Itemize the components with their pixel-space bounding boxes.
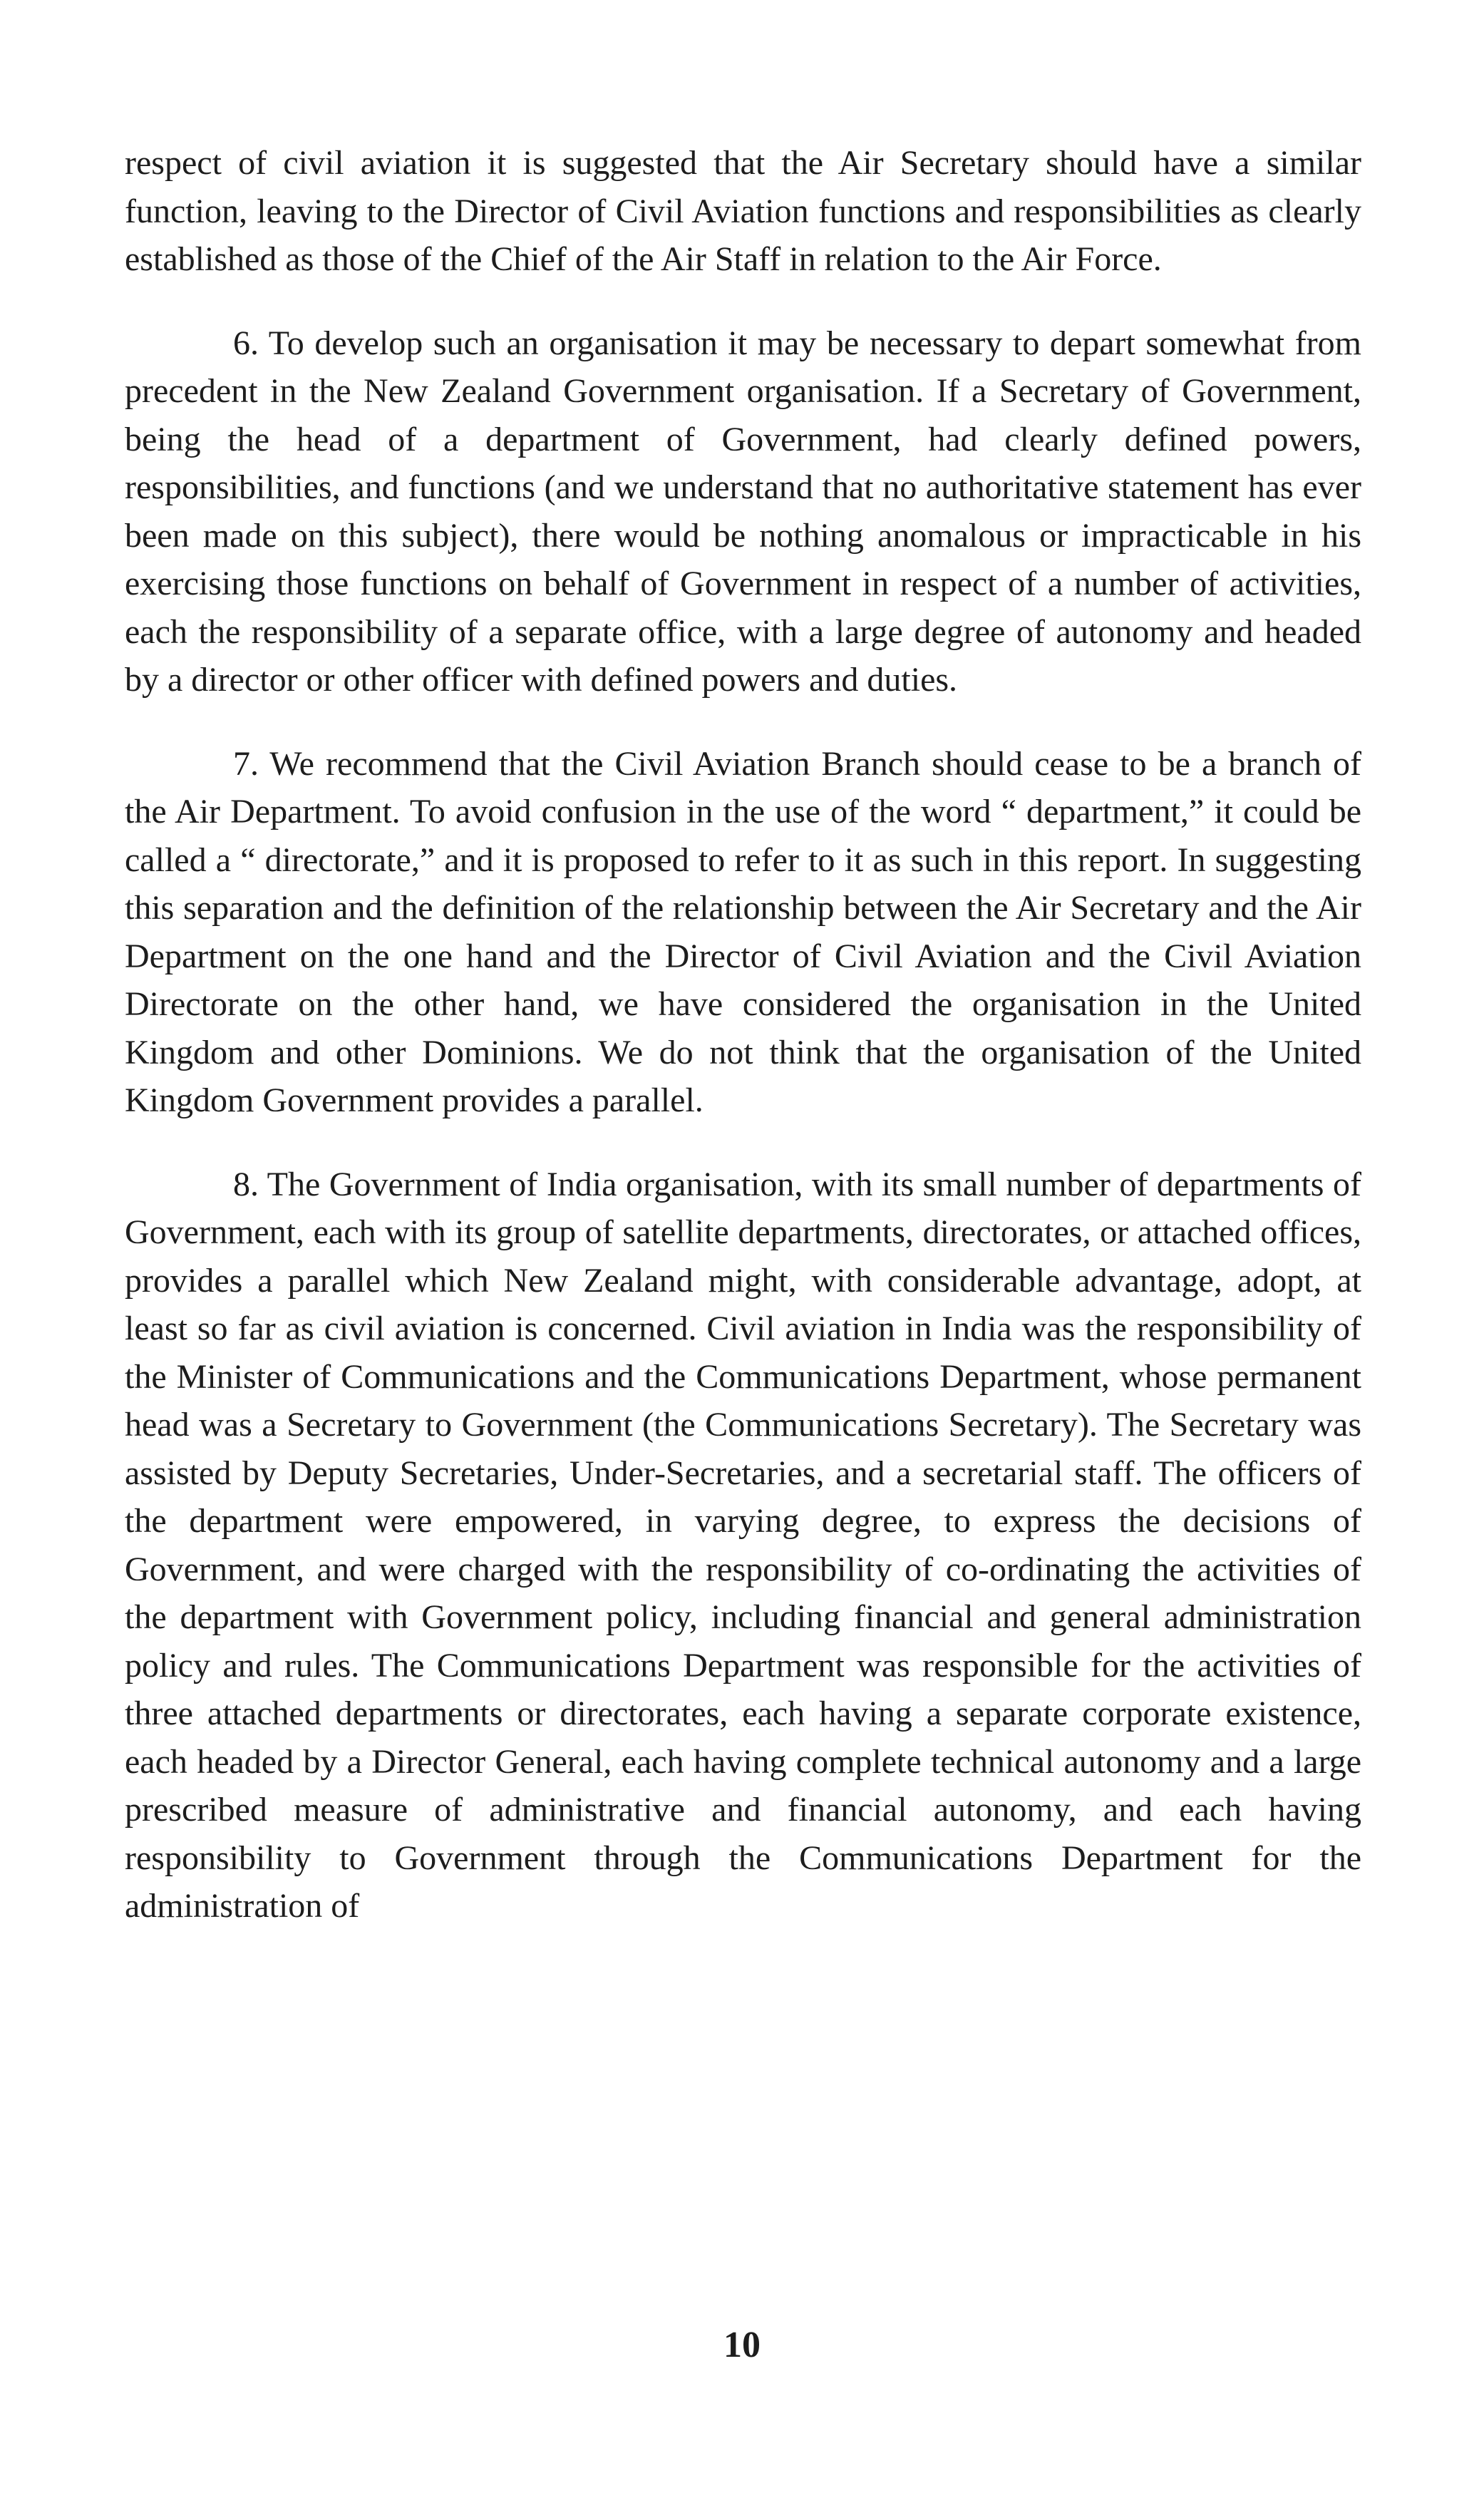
paragraph-text: We recommend that the Civil Aviation Branch should cease to be a branch of the Air Department. To avoid confusion in the use of the word “ department,” it could be called a “ directorate,” and it is proposed to refer to it as such in this report. In suggesting this separation and the definition of the relationship between the Air Secretary and the Air Department on the one hand and the Director of Civil Aviation and the Civil Aviation Directorate on the other hand, we have considered the organisation in the United Kingdom and other Dominions. We do not think that the organisation of the United Kingdom Government provides a parallel. (125, 744, 1361, 1119)
document-page (125, 139, 1361, 1966)
paragraph-number: 7. (233, 744, 259, 783)
paragraph-text: The Government of India organisation, with its small number of departments of Government, each with its group of satellite departments, directorates, or attached offices, provides a parallel which New Zealand might, with considerable advantage, adopt, at least so far as civil aviation is concerned. Civil aviation in India was the responsibility of the Minister of Communications and the Communications Department, whose permanent head was a Secretary to Government (the Communications Secretary). The Secretary was assisted by Deputy Secretaries, Under-Secretaries, and a secretarial staff. The officers of the department were empowered, in varying degree, to express the decisions of Government, and were charged with the responsibility of co-ordinating the activities of the department with Government policy, including financial and general administration policy and rules. The Communications Department was responsible for the activities of three attached departments or directorates, each having a separate corporate existence, each headed by a Director General, each having complete technical autonomy and a large prescribed measure of administrative and financial autonomy, and each having responsibility to Government through the Communications Department for the administration of (125, 1165, 1361, 1925)
page-number: 10 (723, 2325, 761, 2365)
paragraph-text: respect of civil aviation it is suggested that the Air Secretary should have a similar function, leaving to the Director of Civil Aviation functions and responsibilities as clearly established as those of the Chief of the Air Staff in relation to the Air Force. (125, 144, 1361, 278)
paragraph-text: To develop such an organisation it may be necessary to depart somewhat from precedent in the New Zealand Government organisation. If a Secretary of Government, being the head of a department of Government, had clearly defined powers, responsibilities, and functions (and we understand that no authoritative statement has ever been made on this subject), there would be nothing anomalous or impracticable in his exercising those functions on behalf of Government in respect of a number of activities, each the responsibility of a separate office, with a large degree of autonomy and headed by a director or other officer with defined powers and duties. (125, 324, 1361, 699)
paragraph-6 (125, 319, 1361, 704)
paragraph-number: 8. (233, 1165, 259, 1203)
paragraph-number: 6. (233, 324, 259, 362)
paragraph-continuation (125, 139, 1361, 284)
paragraph-8 (125, 1161, 1361, 1930)
paragraph-7 (125, 740, 1361, 1125)
